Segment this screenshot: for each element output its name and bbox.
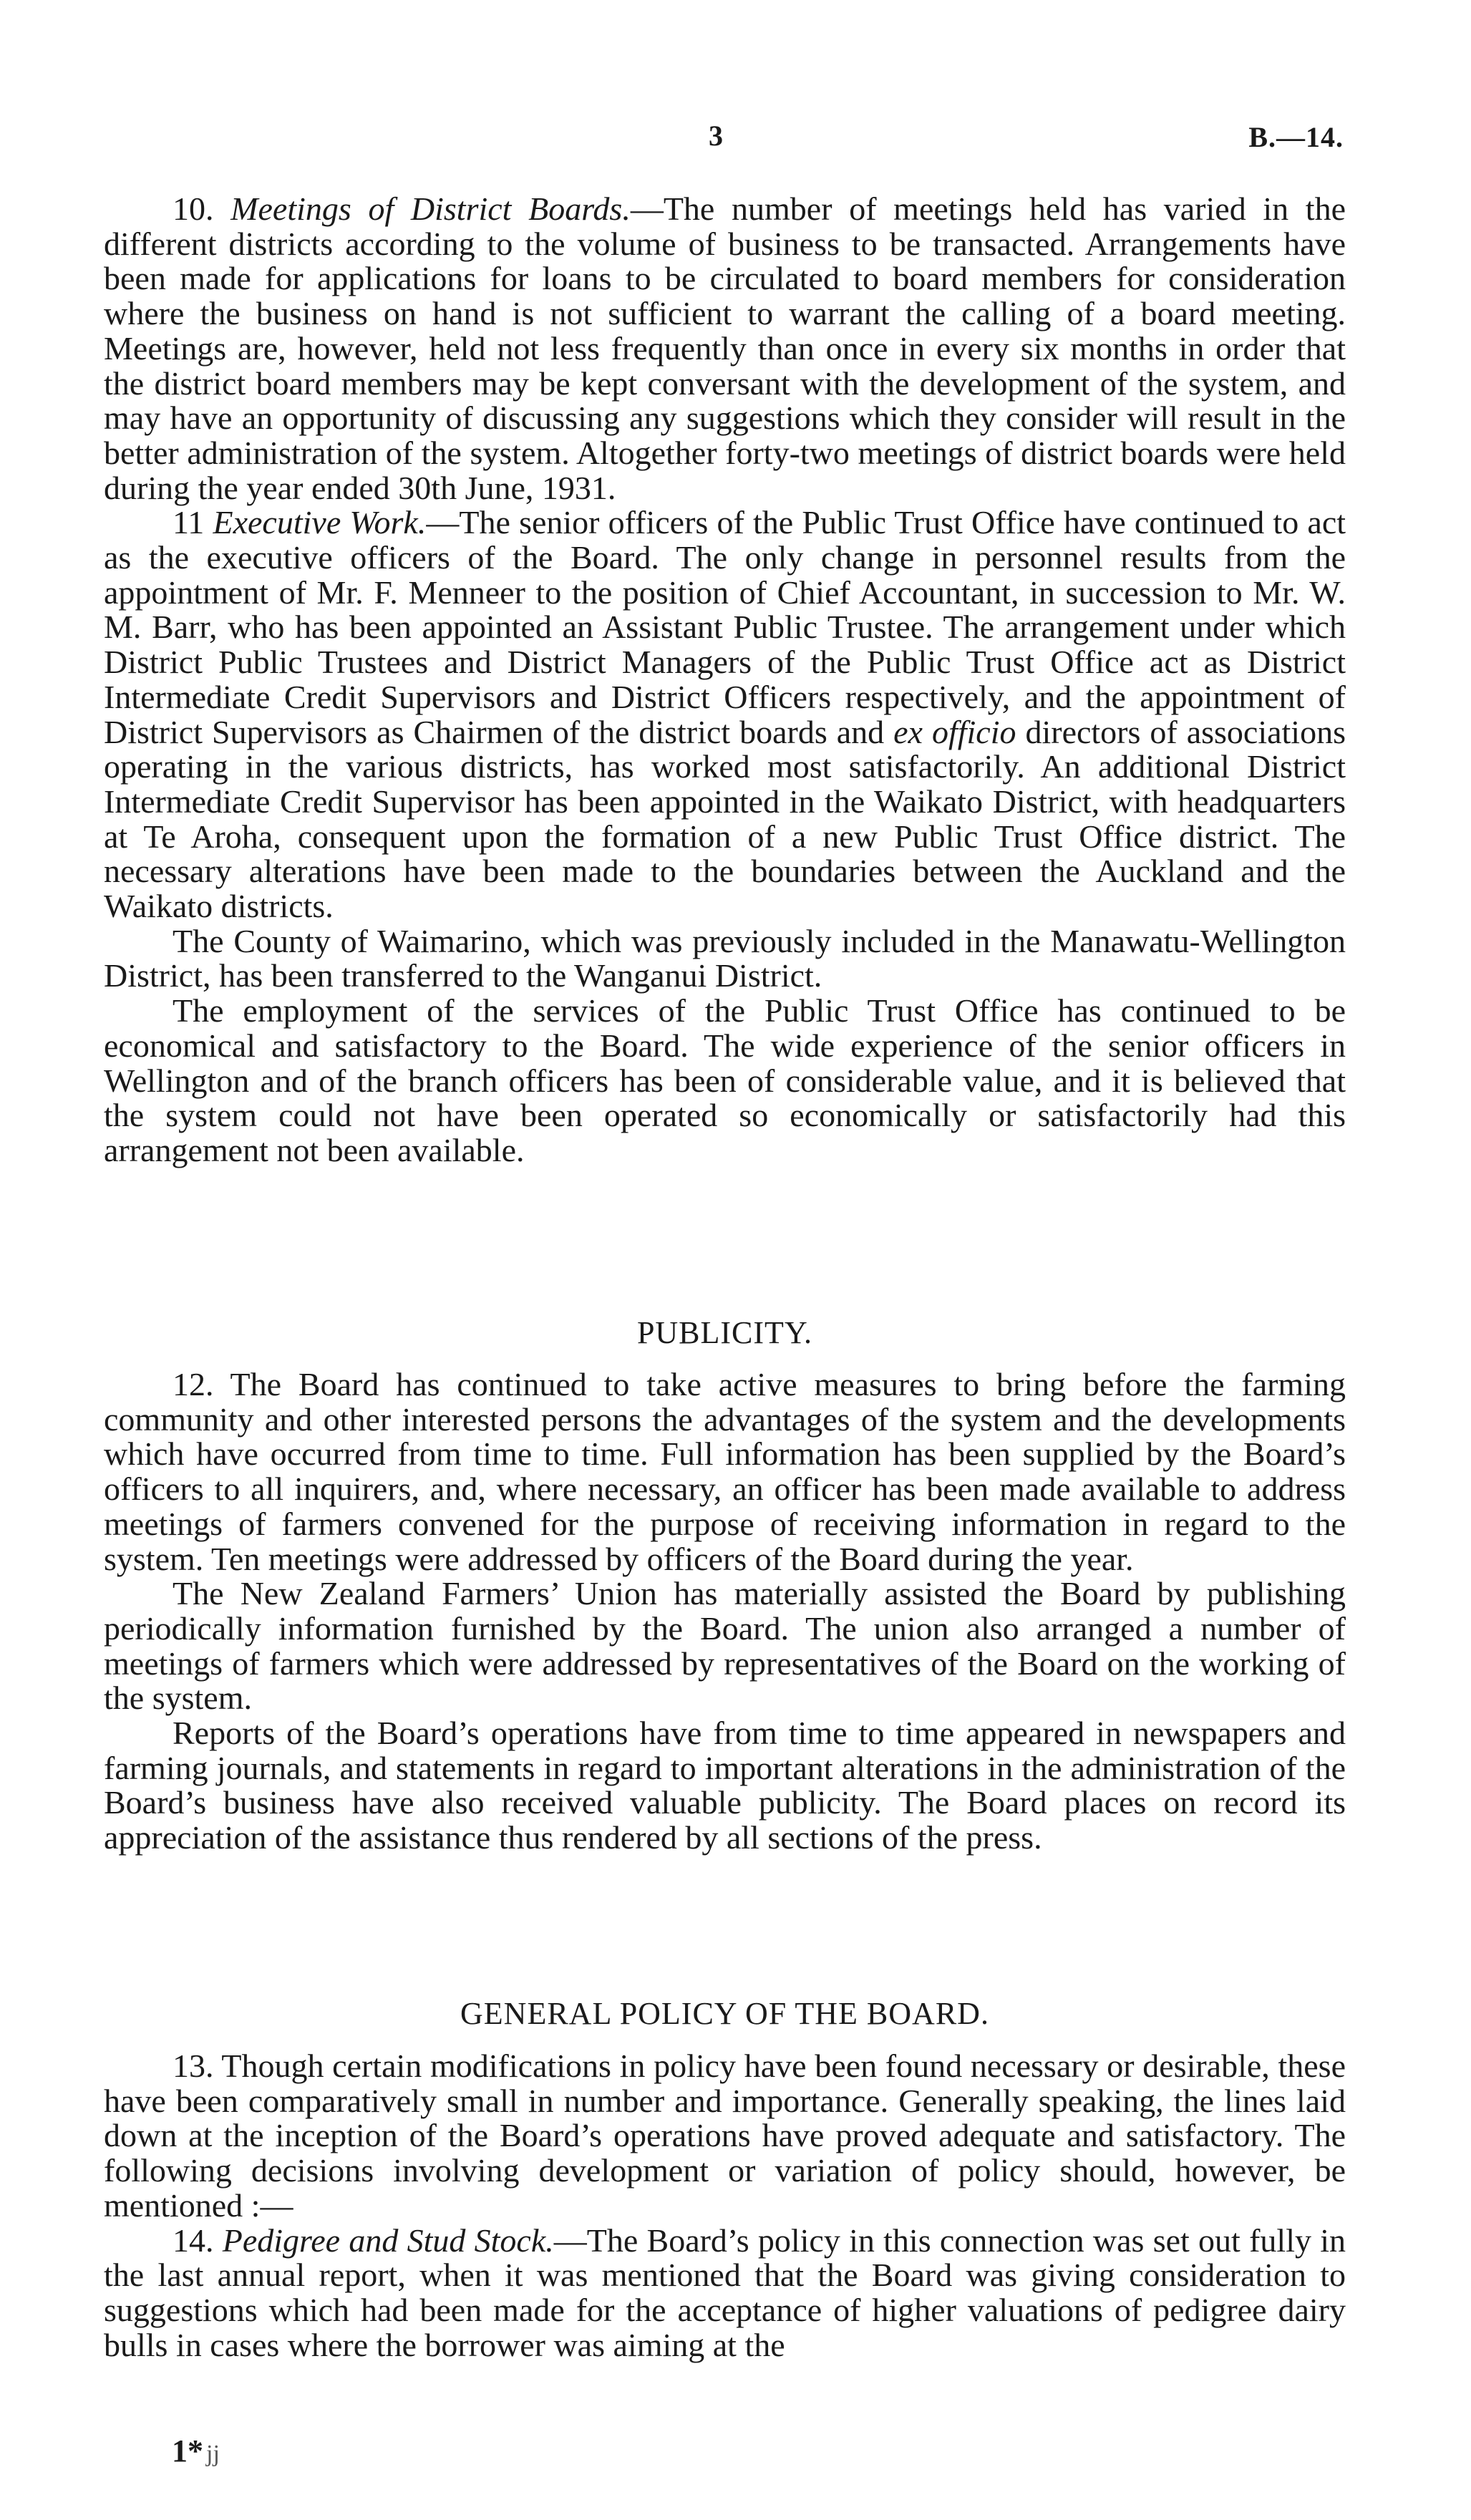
paragraph-waimarino: The County of Waimarino, which was previously included in the Manawatu-Wellington District, has been transferred to the Wanganui District.: [104, 922, 1346, 994]
document-reference: B.—14.: [1248, 121, 1344, 153]
paragraph-14-text: —The Board’s policy in this connection was set out fully in the last annual report, when it was mentioned that the Board was giving consideration to suggestions which had been made for the acceptance of higher valuations of pedigree dairy bulls in cases where the borrower was aiming at the: [104, 2221, 1346, 2363]
paragraph-14-number: 14.: [173, 2221, 214, 2259]
paragraph-14-title: Pedigree and Stud Stock.: [222, 2221, 554, 2259]
paragraph-11: [104, 505, 1346, 924]
paragraph-11-text-a: —The senior officers of the Public Trust Office have continued to act as the executive officers of the Board. The only change in personnel results from the appointment of Mr. F. Menneer to the position of Chief Accountant, in succession to Mr. W. M. Barr, who has been appointed an Assistant Public Trustee. The arrangement under which District Public Trustees and District Managers of the Public Trust Office act as District Intermediate Credit Supervisors and District Officers respectively, and the appointment of District Supervisors as Chairmen of the district boards and: [104, 504, 1346, 750]
paragraph-13: 13. Though certain modifications in policy have been found necessary or desirable, these have been comparatively small in number and importance. Generally speaking, the lines laid down at the inception of the Board’s operations have proved adequate and satisfactory. The following decisions involving development or variation of policy should, however, be mentioned :—: [104, 2048, 1346, 2224]
paragraph-11-text-b: directors of associations operating in the various districts, has worked most satisfactorily. An additional District Intermediate Credit Supervisor has been appointed in the Waikato District, with headquarters at Te Aroha, consequent upon the formation of a new Public Trust Office district. The necessary alterations have been made to the boundaries between the Auckland and the Waikato districts.: [104, 713, 1346, 925]
section-general-policy: [104, 2049, 1346, 2362]
paragraph-10-title: Meetings of District Boards.: [230, 190, 631, 227]
page-number: 3: [709, 120, 723, 152]
paragraph-10-text: —The number of meetings held has varied in the different districts according to the volume of business to be transacted. Arrangements have been made for applications for loans to be circulated to board members for consideration where the business on hand is not sufficient to warrant the calling of a board meeting. Meetings are, however, held not less frequently than once in every six months in order that the district board members may be kept conversant with the development of the system, and may have an opportunity of discussing any suggestions which they consider will result in the better administration of the system. Altogether forty-two meetings of district boards were held during the year ended 30th June, 1931.: [104, 190, 1346, 506]
heading-general-policy: GENERAL POLICY OF THE BOARD.: [460, 1996, 989, 2031]
signature-text: 1*: [172, 2433, 203, 2468]
paragraph-14: [104, 2221, 1346, 2363]
paragraph-10: [104, 192, 1346, 505]
paragraph-employment: The employment of the services of the Public Trust Office has continued to be economical and satisfactory to the Board. The wide experience of the senior officers in Wellington and of the branch officers has been of considerable value, and it is believed that the system could not have been operated so economically or satisfactorily had this arrangement not been available.: [104, 992, 1346, 1168]
signature-marks: ϳϳ: [206, 2441, 220, 2467]
section-meetings-executive: [104, 192, 1346, 1168]
paragraph-11-title: Executive Work.: [213, 504, 427, 541]
paragraph-reports: Reports of the Board’s operations have from time to time appeared in newspapers and farming journals, and statements in regard to important alterations in the administration of the Board’s business have also received valuable publicity. The Board places on record its appreciation of the assistance thus rendered by all sections of the press.: [104, 1715, 1346, 1856]
heading-publicity: PUBLICITY.: [636, 1315, 813, 1350]
paragraph-11-number: 11: [173, 504, 205, 541]
signature-mark: [172, 2433, 220, 2469]
paragraph-12: 12. The Board has continued to take active measures to bring before the farming community and other interested persons the advantages of the system and the developments which have occurred from time to time. Full information has been supplied by the Board’s officers to all inquirers, and, where necessary, an officer has been made available to address meetings of farmers convened for the purpose of receiving information in regard to the system. Ten meetings were addressed by officers of the Board during the year.: [104, 1366, 1346, 1577]
paragraph-10-number: 10.: [173, 190, 214, 227]
paragraph-farmers-union: The New Zealand Farmers’ Union has materially assisted the Board by publishing periodically information furnished by the Board. The union also arranged a number of meetings of farmers which were addressed by representatives of the Board on the working of the system.: [104, 1575, 1346, 1717]
paragraph-11-italic: ex officio: [893, 713, 1016, 750]
section-publicity: [104, 1367, 1346, 1856]
